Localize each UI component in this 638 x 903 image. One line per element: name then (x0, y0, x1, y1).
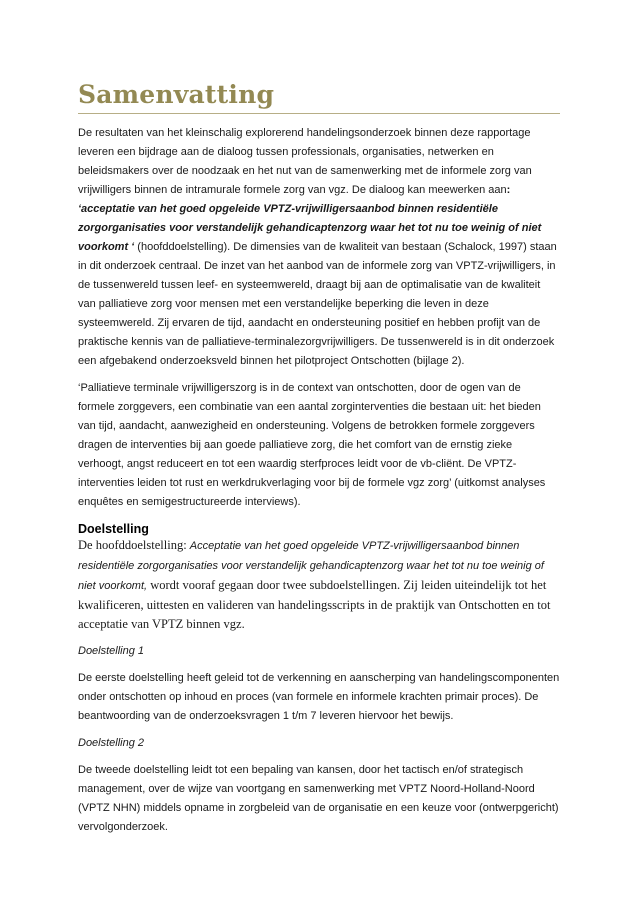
doel1-label: Doelstelling 1 (78, 645, 145, 657)
intro-part1: De resultaten van het kleinschalig explorerend handelingsonderzoek binnen deze rapportage leveren een bijdrage aan de dialoog tussen professionals, organisaties, netwerken en beleidsmakers over de noodzaak en het nut van de samenwerking met de informele zorg van vrijwilligers binnen de intramurale formele zorg van vgz. De dialoog kan meewerken aan (78, 127, 532, 196)
definition-paragraph: ‘Palliatieve terminale vrijwilligerszorg is in de context van ontschotten, door de ogen van de formele zorggevers, een combinatie van een aantal zorginterventies die bestaan uit: het bieden van tijd, aandacht, aanwezigheid en ondersteuning. Volgens de betrokken formele zorggevers dragen de interventies bij aan goede palliatieve zorg, die het comfort van de ernstig zieke verhoogt, angst reduceert en tot een waardig sterfproces leidt voor de vb-cliënt. De VPTZ-interventies leiden tot rust en werkdrukverlaging voor bij de formele vgz zorg’ (uitkomst analyses enquêtes en semigestructureerde interviews). (78, 382, 546, 508)
doelstelling-rest: wordt vooraf gegaan door twee subdoelstellingen. Zij leiden uiteindelijk tot het kwalificeren, uittesten en valideren van handelingsscripts in de praktijk van Ontschotten en tot acceptatie van VPTZ binnen vgz. (78, 578, 551, 631)
doelstelling-paragraph (78, 536, 560, 634)
intro-part2: (hoofddoelstelling). De dimensies van de kwaliteit van bestaan (Schalock, 1997) staan in dit onderzoek centraal. De inzet van het aanbod van de informele zorg van VPTZ-vrijwilligers, in de tussenwereld tussen leef- en systeemwereld, draagt bij aan de optimalisatie van de kwaliteit van palliatieve zorg voor mensen met een verstandelijke beperking die leven in deze systeemwereld. Zij ervaren de tijd, aandacht en ondersteuning positief en hebben profijt van de praktische kennis van de palliatieve-terminalezorgvrijwilligers. De tussenwereld is in dit onderzoek een afgebakend onderzoeksveld binnen het pilotproject Ontschotten (bijlage 2). (78, 241, 557, 367)
page-title: Samenvatting (78, 80, 275, 109)
doel1-text: De eerste doelstelling heeft geleid tot de verkenning en aanscherping van handelingscomponenten onder ontschotten op inhoud en proces (van formele en informele krachten primair proces). De beantwoording van de onderzoeksvragen 1 t/m 7 leveren hiervoor het bewijs. (78, 672, 560, 722)
doel1-label-paragraph (78, 642, 560, 661)
doel2-label-paragraph (78, 734, 560, 753)
title-underline (78, 113, 560, 114)
doelstelling-heading: Doelstelling (78, 522, 149, 536)
intro-quote: ‘acceptatie van het goed opgeleide VPTZ-vrijwilligersaanbod binnen residentiële zorgorganisaties voor verstandelijk gehandicaptenzorg waar het tot nu toe weinig of niet voorkomt ‘ (78, 203, 542, 253)
doel2-text: De tweede doelstelling leidt tot een bepaling van kansen, door het tactisch en/of strategisch management, over de wijze van voortgang en samenwerking met VPTZ Noord-Holland-Noord (VPTZ NHN) middels opname in zorgbeleid van de organisatie en een keuze voor (ontwerpgericht) vervolgonderzoek. (78, 764, 559, 833)
doel2-label: Doelstelling 2 (78, 737, 145, 749)
doelstelling-lead: De hoofddoelstelling: (78, 538, 190, 552)
intro-paragraph (78, 124, 560, 371)
main-goal-text: Acceptatie van het goed opgeleide VPTZ-vrijwilligersaanbod binnen residentiële zorgorganisaties voor verstandelijk gehandicaptenzorg waar het tot nu toe weinig of niet voorkomt, (78, 540, 544, 592)
intro-colon: : (506, 184, 511, 196)
